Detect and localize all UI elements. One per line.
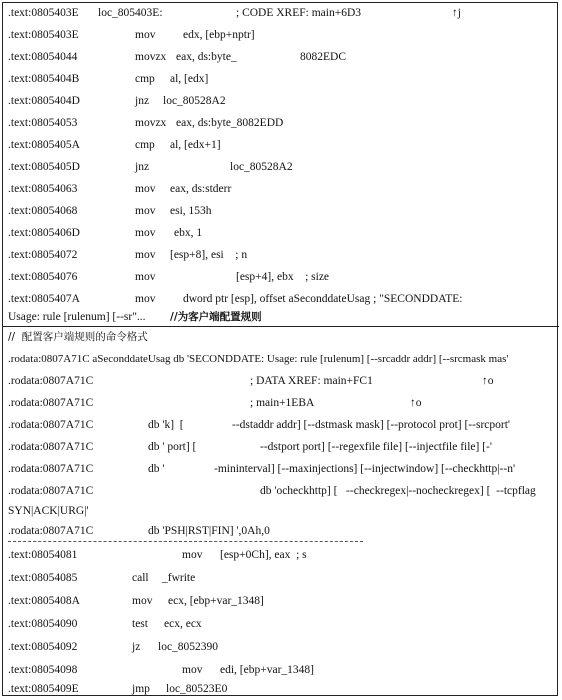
operands: loc_80523E0	[166, 683, 228, 695]
listing-frame	[2, 2, 558, 696]
line-address: .text:08054092	[8, 641, 78, 653]
line-address: .text:08054081	[8, 549, 78, 561]
line-address: .text:08054063	[8, 183, 78, 195]
operands-tail: 8082EDC	[300, 51, 346, 63]
line-address: .text:08054044	[8, 51, 78, 63]
dashed-separator	[8, 541, 363, 542]
db-directive: db 'k] [	[148, 419, 184, 431]
line-address: .text:0805404B	[8, 73, 80, 85]
operands: ecx, ecx	[164, 618, 202, 630]
operands: ebx, 1	[174, 227, 203, 239]
mnemonic: cmp	[135, 73, 155, 85]
operands: eax, ds:byte_8082EDD	[176, 117, 284, 129]
operands: ecx, [ebp+var_1348]	[168, 595, 264, 607]
mnemonic: mov	[135, 183, 156, 195]
db-string: db 'ocheckhttp] [ --checkregex|--nocheckregex] [ --tcpflag	[260, 485, 536, 497]
line-address: .text:08054098	[8, 664, 78, 676]
data-line: .rodata:0807A71C aSeconddateUsag db 'SECONDDATE: Usage: rule [rulenum] [--srcaddr addr] [--srcmask mas'	[8, 353, 509, 365]
line-address: .text:0805409E	[8, 683, 79, 695]
line-address: .text:08054068	[8, 205, 78, 217]
mnemonic: mov	[182, 549, 203, 561]
mnemonic: mov	[182, 664, 203, 676]
section-comment: // 配置客户端规则的命令格式	[8, 331, 148, 343]
mnemonic: mov	[135, 249, 156, 261]
line-address: .rodata:0807A71C	[8, 419, 94, 431]
db-directive: db ' port] [	[148, 441, 197, 453]
mnemonic: test	[132, 618, 148, 630]
line-address: .text:0805403E	[8, 29, 79, 41]
wrapped-string: Usage: rule [rulenum] [--sr"...	[8, 311, 146, 323]
line-address: .text:08054085	[8, 572, 78, 584]
line-address: .rodata:0807A71C	[8, 485, 94, 497]
operands: loc_80528A2	[230, 161, 293, 173]
line-address: .rodata:0807A71C	[8, 463, 94, 475]
mnemonic: jnz	[135, 161, 150, 173]
line-address: .text:0805406D	[8, 227, 80, 239]
line-address: .text:08054053	[8, 117, 78, 129]
db-string: -mininterval] [--maxinjections] [--injectwindow] [--checkhttp|--n'	[214, 463, 516, 475]
xref-arrow-icon: ↑o	[410, 397, 422, 409]
operands: loc_80528A2	[163, 95, 226, 107]
line-address: .text:0805404D	[8, 95, 80, 107]
mnemonic: jmp	[132, 683, 150, 695]
mnemonic: mov	[135, 227, 156, 239]
code-label: loc_805403E:	[98, 7, 163, 19]
xref-comment: ; main+1EBA	[250, 397, 315, 409]
db-string: --dstport port] [--regexfile file] [--injectfile file] [-'	[260, 441, 492, 453]
line-address: .text:0805408A	[8, 595, 80, 607]
xref-arrow-icon: ↑o	[482, 375, 494, 387]
mnemonic: movzx	[135, 51, 167, 63]
line-address: .text:0805405D	[8, 161, 80, 173]
mnemonic: movzx	[135, 117, 167, 129]
mnemonic: mov	[135, 293, 156, 305]
mnemonic: mov	[135, 205, 156, 217]
mnemonic: jz	[132, 641, 141, 653]
mnemonic: jnz	[135, 95, 150, 107]
line-address: .text:0805405A	[8, 139, 80, 151]
line-address: .rodata:0807A71C	[8, 397, 94, 409]
line-address: .text:08054076	[8, 271, 78, 283]
line-address: .rodata:0807A71C	[8, 525, 94, 537]
operands: loc_8052390	[158, 641, 219, 653]
line-address: .text:08054090	[8, 618, 78, 630]
operands: al, [edx]	[170, 73, 209, 85]
mnemonic: mov	[135, 271, 156, 283]
xref-comment: ; CODE XREF: main+6D3	[236, 7, 362, 19]
section-divider	[3, 326, 559, 327]
db-directive: db '	[148, 463, 165, 475]
xref-comment: ; DATA XREF: main+FC1	[250, 375, 373, 387]
line-address: .text:0805407A	[8, 293, 80, 305]
operands: edi, [ebp+var_1348]	[220, 664, 314, 676]
operands: al, [edx+1]	[170, 139, 221, 151]
db-string: db 'PSH|RST|FIN] ',0Ah,0	[148, 525, 270, 537]
mnemonic: cmp	[135, 139, 155, 151]
translator-comment: //为客户端配置规则	[170, 311, 262, 323]
operands: esi, 153h	[170, 205, 212, 217]
mnemonic: mov	[135, 29, 156, 41]
line-address: .text:08054072	[8, 249, 78, 261]
operands: _fwrite	[162, 572, 196, 584]
operands: eax, ds:byte_	[176, 51, 237, 63]
db-string: --dstaddr addr] [--dstmask mask] [--protocol prot] [--srcport'	[232, 419, 510, 431]
line-address: .rodata:0807A71C	[8, 441, 94, 453]
wrapped-string: SYN|ACK|URG|'	[8, 505, 89, 517]
xref-arrow-icon: ↑j	[452, 7, 461, 19]
operands: edx, [ebp+nptr]	[183, 29, 255, 41]
operands: dword ptr [esp], offset aSeconddateUsag ; "SECONDDATE:	[183, 293, 463, 305]
line-address: .text:0805403E	[8, 7, 79, 19]
operands: eax, ds:stderr	[170, 183, 232, 195]
line-address: .rodata:0807A71C	[8, 375, 94, 387]
operands: [esp+8], esi ; n	[170, 249, 248, 261]
mnemonic: mov	[132, 595, 153, 607]
operands: [esp+0Ch], eax ; s	[220, 549, 307, 561]
operands: [esp+4], ebx ; size	[236, 271, 330, 283]
mnemonic: call	[132, 572, 149, 584]
